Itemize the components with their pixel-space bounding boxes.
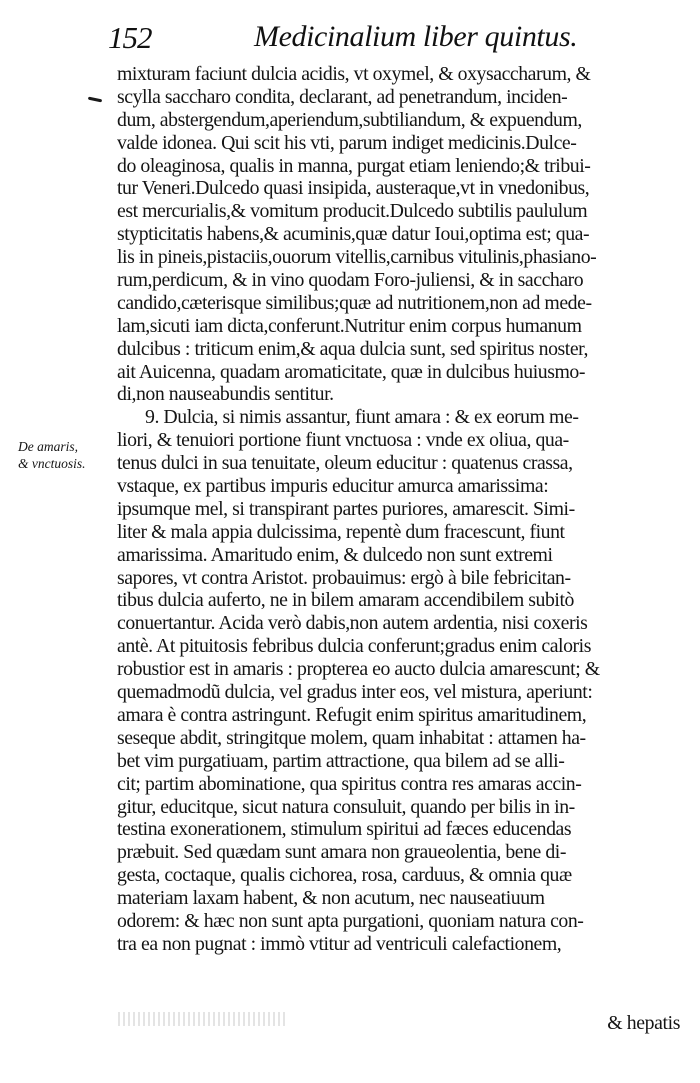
- text-line: rum,perdicum, & in vino quodam Foro-juliensi, & in saccharo: [117, 269, 584, 292]
- text-line: scylla saccharo condita, declarant, ad penetrandum, inciden-: [117, 85, 568, 108]
- text-line: liter & mala appia dulcissima, repentè dum fracescunt, fiunt: [117, 520, 565, 543]
- text-line: bet vim purgatiuam, partim attractione, qua bilem ad se alli-: [117, 749, 565, 772]
- margin-dash-mark: [88, 97, 102, 103]
- text-line: est mercurialis,& vomitum producit.Dulcedo subtilis paululum: [117, 200, 588, 223]
- running-title: Medicinalium liber quintus.: [254, 20, 578, 53]
- marginal-note-line: & vnctuosis.: [18, 456, 86, 471]
- paragraph-start-line: 9. Dulcia, si nimis assantur, fiunt amara : & ex eorum me-: [145, 406, 579, 429]
- page-number: 152: [108, 20, 152, 55]
- text-line: ait Auicenna, quadam aromaticitate, quæ in dulcibus huiusmo-: [117, 360, 585, 383]
- text-line: tur Veneri.Dulcedo quasi insipida, austeraque,vt in vnedonibus,: [117, 177, 590, 200]
- text-line: præbuit. Sed quædam sunt amara non graueolentia, bene di-: [117, 841, 566, 864]
- catchword: & hepatis: [607, 1012, 680, 1034]
- text-line: seseque abdit, stringitque molem, quam inhabitat : attamen ha-: [117, 726, 586, 749]
- marginal-note-line: De amaris,: [18, 439, 78, 454]
- text-line: odorem: & hæc non sunt apta purgationi, quoniam natura con-: [117, 909, 584, 932]
- page-header: [108, 18, 678, 58]
- text-line: tra ea non pugnat : immò vtitur ad ventriculi calefactionem,: [117, 932, 562, 955]
- text-line: cit; partim abominatione, qua spiritus contra res amaras accin-: [117, 772, 582, 795]
- text-line: candido,cæterisque similibus;quæ ad nutritionem,non ad mede-: [117, 291, 592, 314]
- text-line: mixturam faciunt dulcia acidis, vt oxymel, & oxysaccharum, &: [117, 63, 591, 85]
- text-line: do oleaginosa, qualis in manna, purgat etiam leniendo;& tribui-: [117, 154, 591, 177]
- text-line: materiam laxam habent, & non acutum, nec nauseatiuum: [117, 887, 545, 910]
- text-line: lam,sicuti iam dicta,conferunt.Nutritur enim corpus humanum: [117, 314, 582, 337]
- text-line: dulcibus : triticum enim,& aqua dulcia sunt, sed spiritus noster,: [117, 337, 589, 360]
- text-line: di,non nauseabundis sentitur.: [117, 383, 334, 406]
- text-line: stypticitatis habens,& acuminis,quæ datur Ioui,optima est; qua-: [117, 223, 590, 246]
- faint-bleed-through: [118, 1012, 288, 1026]
- text-line: amara è contra astringunt. Refugit enim spiritus amaritudinem,: [117, 703, 587, 726]
- text-line: lis in pineis,pistaciis,ouorum vitellis,carnibus vitulinis,phasiano-: [117, 246, 597, 269]
- text-line: conuertantur. Acida verò dabis,non autem ardentia, nisi coxeris: [117, 612, 588, 635]
- text-line: amarissima. Amaritudo enim, & dulcedo non sunt extremi: [117, 543, 553, 566]
- text-line: liori, & tenuiori portione fiunt vnctuosa : vnde ex oliua, qua-: [117, 429, 569, 452]
- text-body: [117, 63, 692, 956]
- text-line: quemadmodũ dulcia, vel gradus inter eos, vel mistura, aperiunt:: [117, 681, 593, 704]
- text-line: gesta, coctaque, qualis cichorea, rosa, carduus, & omnia quæ: [117, 864, 572, 887]
- text-line: sapores, vt contra Aristot. probauimus: ergò à bile febricitan-: [117, 566, 571, 589]
- text-line: tibus dulcia auferto, ne in bilem amaram accendibilem subitò: [117, 589, 574, 612]
- text-line: dum, abstergendum,aperiendum,subtiliandum, & expuendum,: [117, 108, 582, 131]
- text-line: ipsumque mel, si transpirant partes puriores, amarescit. Simi-: [117, 497, 575, 520]
- text-line: testina exonerationem, stimulum spiritui ad fæces educendas: [117, 818, 572, 841]
- text-line: antè. At pituitosis febribus dulcia conferunt;gradus enim caloris: [117, 635, 591, 658]
- text-line: robustior est in amaris : propterea eo aucto dulcia amarescunt; &: [117, 658, 600, 681]
- text-line: valde idonea. Qui scit his vti, parum indiget medicinis.Dulce-: [117, 131, 577, 154]
- text-line: gitur, educitque, sicut natura consuluit, quando per bilis in in-: [117, 795, 575, 818]
- text-line: vstaque, ex partibus impuris educitur amurca amarissima:: [117, 475, 549, 498]
- text-line: tenus dulci in sua tenuitate, oleum educitur : quatenus crassa,: [117, 452, 573, 475]
- marginal-note: [18, 438, 118, 472]
